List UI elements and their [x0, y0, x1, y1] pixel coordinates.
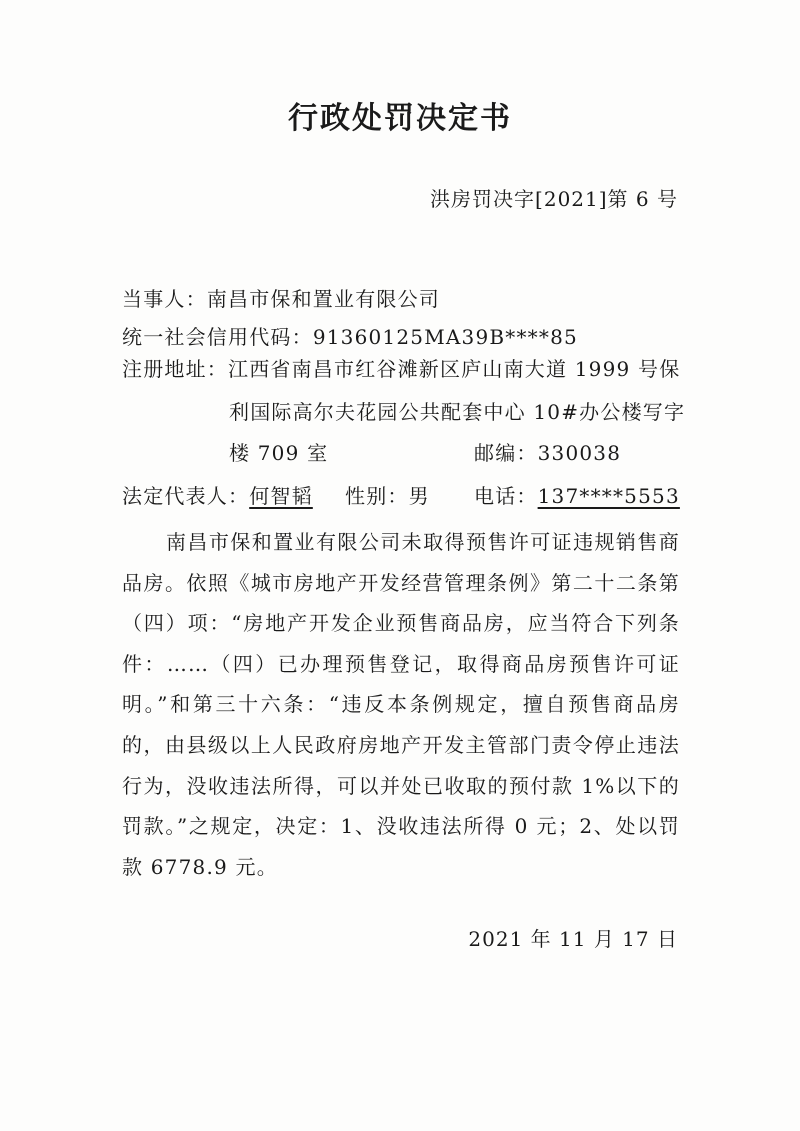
phone-row [474, 480, 680, 509]
party-name-row [122, 283, 440, 312]
credit-code-label: 统一社会信用代码： [122, 325, 313, 349]
document-title: 行政处罚决定书 [288, 101, 512, 136]
phone-value: 137****5553 [537, 484, 680, 508]
gender-value: 男 [408, 484, 430, 508]
gender-row [345, 480, 430, 509]
address-label: 注册地址： [122, 357, 228, 381]
postcode-label: 邮编： [474, 441, 538, 465]
address-row [122, 353, 680, 382]
address-line-2: 利国际高尔夫花园公共配套中心 10#办公楼写字 [229, 400, 686, 424]
decision-date: 2021 年 11 月 17 日 [468, 927, 678, 951]
address-line-1: 江西省南昌市红谷滩新区庐山南大道 1999 号保 [228, 357, 681, 381]
credit-code-value: 91360125MA39B****85 [312, 325, 578, 349]
party-name-value: 南昌市保和置业有限公司 [206, 287, 441, 311]
legal-rep-value: 何智韬 [249, 484, 313, 508]
gender-label: 性别： [345, 484, 409, 508]
credit-code-row [122, 321, 578, 350]
party-name-label: 当事人： [122, 287, 207, 311]
document-number: 洪房罚决字[2021]第 6 号 [430, 187, 678, 211]
decision-paragraph: 南昌市保和置业有限公司未取得预售许可证违规销售商品房。依照《城市房地产开发经营管理条例》第二十二条第（四）项：“房地产开发企业预售商品房，应当符合下列条件：……（四）已办理预售登记，取得商品房预售许可证明。”和第三十六条：“违反本条例规定，擅自预售商品房的，由县级以上人民政府房地产开发主管部门责令停止违法行为，没收违法所得，可以并处已收取的预付款 1%以下的罚款。”之规定，决定：1、没收违法所得 0 元；2、处以罚款 6778.9 元。 [122, 530, 680, 879]
postcode-row [474, 437, 621, 466]
legal-rep-label: 法定代表人： [122, 484, 250, 508]
phone-label: 电话： [474, 484, 538, 508]
address-line-3: 楼 709 室 [229, 441, 329, 465]
legal-rep-row [122, 480, 313, 509]
postcode-value: 330038 [537, 441, 622, 465]
